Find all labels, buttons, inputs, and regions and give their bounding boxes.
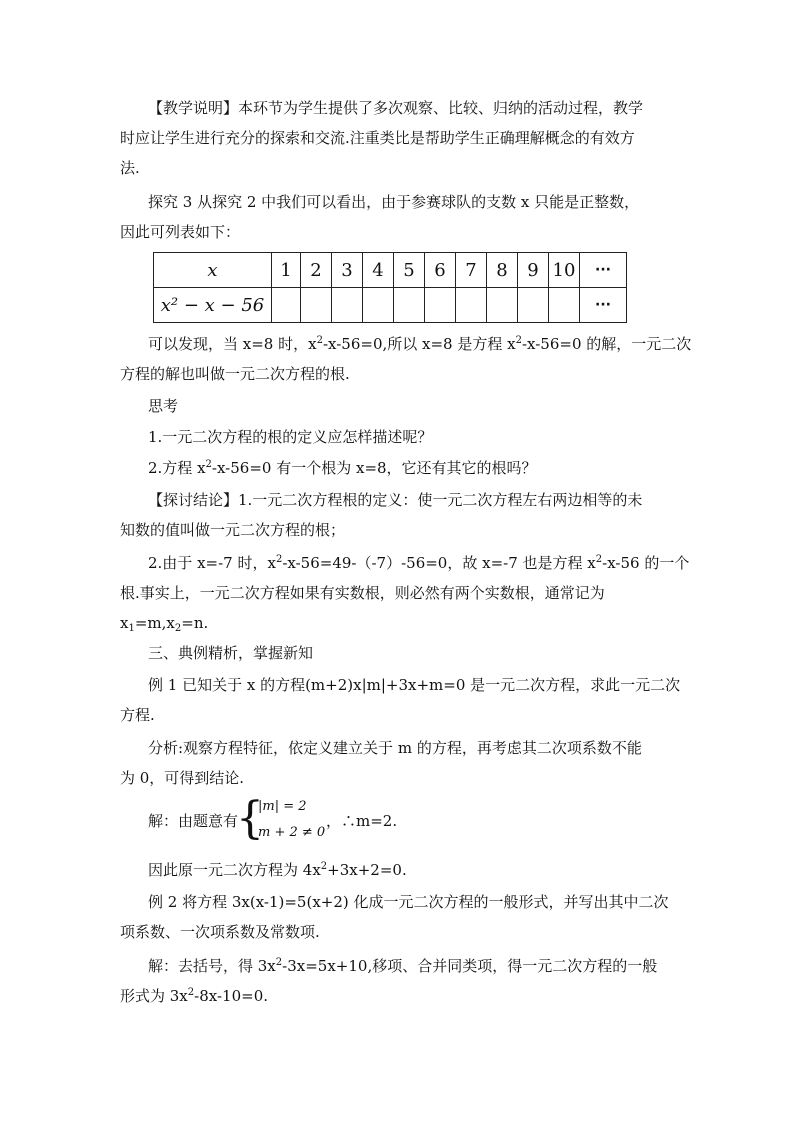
teaching-note-line-2: 时应让学生进行充分的探索和交流.注重类比是帮助学生正确理解概念的有效方 xyxy=(120,129,635,147)
table-cell-empty xyxy=(301,288,332,323)
discovery-line-1: 可以发现，当 x=8 时，$x^2-x-56=0$,所以 x=8 是方程 $x^2-x-56=0$ 的解，一元二次 xyxy=(148,335,692,353)
teaching-note-line-1: 【教学说明】本环节为学生提供了多次观察、比较、归纳的活动过程，教学 xyxy=(148,99,644,117)
table-cell-empty xyxy=(363,288,394,323)
table-cell: 10 xyxy=(549,253,580,288)
table-cell: 8 xyxy=(487,253,518,288)
table-cell-empty xyxy=(394,288,425,323)
table-cell: 3 xyxy=(332,253,363,288)
conclusion-line-2: 知数的值叫做一元二次方程的根； xyxy=(120,521,346,539)
table-header-expression: x² − x − 56 xyxy=(154,288,272,323)
analysis-line-2: 为 0，可得到结论. xyxy=(120,769,245,787)
table-cell-empty xyxy=(456,288,487,323)
example-2-line-1: 例 2 将方程 3x(x-1)=5(x+2) 化成一元二次方程的一般形式，并写出其中二次 xyxy=(148,893,669,911)
conclusion-line-5: $x_1=m,x_2=n$. xyxy=(120,614,209,634)
table-cell-empty xyxy=(332,288,363,323)
values-table xyxy=(153,252,627,323)
analysis-line-1: 分析:观察方程特征，依定义建立关于 m 的方程，再考虑其二次项系数不能 xyxy=(148,739,642,757)
table-cell: 2 xyxy=(301,253,332,288)
conclusion-line-1: 【探讨结论】1.一元二次方程根的定义：使一元二次方程左右两边相等的未 xyxy=(148,491,643,509)
table-cell: 1 xyxy=(272,253,301,288)
think-question-1: 1.一元二次方程的根的定义应怎样描述呢？ xyxy=(148,428,433,446)
brace-glyph: { xyxy=(236,793,264,844)
explore3-line-1: 探究 3 从探究 2 中我们可以看出，由于参赛球队的支数 x 只能是正整数， xyxy=(148,193,640,211)
table-cell-empty xyxy=(487,288,518,323)
table-cell-empty xyxy=(518,288,549,323)
think-question-2: 2.方程 $x^2-x-56=0$ 有一个根为 x=8，它还有其它的根吗？ xyxy=(148,459,537,477)
explore3-line-2: 因此可列表如下： xyxy=(120,223,241,241)
solution-1-label: 解：由题意有 xyxy=(148,812,239,830)
table-cell: 9 xyxy=(518,253,549,288)
solution-2-line-2: 形式为 $3x^2-8x-10=0$. xyxy=(120,987,268,1005)
table-row xyxy=(154,253,627,288)
solution-1-result: ，∴m=2. xyxy=(326,812,398,830)
table-ellipsis: ··· xyxy=(580,253,627,288)
solution-1-final: 因此原一元二次方程为 $4x^2+3x+2=0$. xyxy=(148,861,407,879)
table-cell: 6 xyxy=(425,253,456,288)
system-equation-1: |m| = 2 xyxy=(258,799,307,814)
example-2-line-2: 项系数、一次项系数及常数项. xyxy=(120,923,320,941)
table-cell: 7 xyxy=(456,253,487,288)
conclusion-line-3: 2.由于 x=-7 时，$x^2-x-56=49-(-7)-56=0$，故 x=-7 也是方程 $x^2-x-56$ 的一个 xyxy=(148,554,690,572)
teaching-note-line-3: 法. xyxy=(120,159,140,177)
solution-2-line-1: 解：去括号，得 $3x^2-3x=5x+10$,移项、合并同类项，得一元二次方程的一般 xyxy=(148,957,658,975)
table-cell: 4 xyxy=(363,253,394,288)
example-1-line-2: 方程. xyxy=(120,706,155,724)
discovery-line-2: 方程的解也叫做一元二次方程的根. xyxy=(120,365,350,383)
section-3-title: 三、典例精析，掌握新知 xyxy=(148,644,314,662)
table-cell-empty xyxy=(425,288,456,323)
system-equation-2: m + 2 ≠ 0 xyxy=(258,825,326,840)
table-cell-empty xyxy=(272,288,301,323)
example-1-line-1: 例 1 已知关于 x 的方程(m+2)x|m|+3x+m=0 是一元二次方程，求此一元二次 xyxy=(148,676,681,694)
think-title: 思考 xyxy=(148,397,179,415)
table-row xyxy=(154,288,627,323)
conclusion-line-4: 根.事实上，一元二次方程如果有实数根，则必然有两个实数根，通常记为 xyxy=(120,584,605,602)
table-cell-empty xyxy=(549,288,580,323)
table-ellipsis: ··· xyxy=(580,288,627,323)
table-header-x: x xyxy=(154,253,272,288)
table-cell: 5 xyxy=(394,253,425,288)
